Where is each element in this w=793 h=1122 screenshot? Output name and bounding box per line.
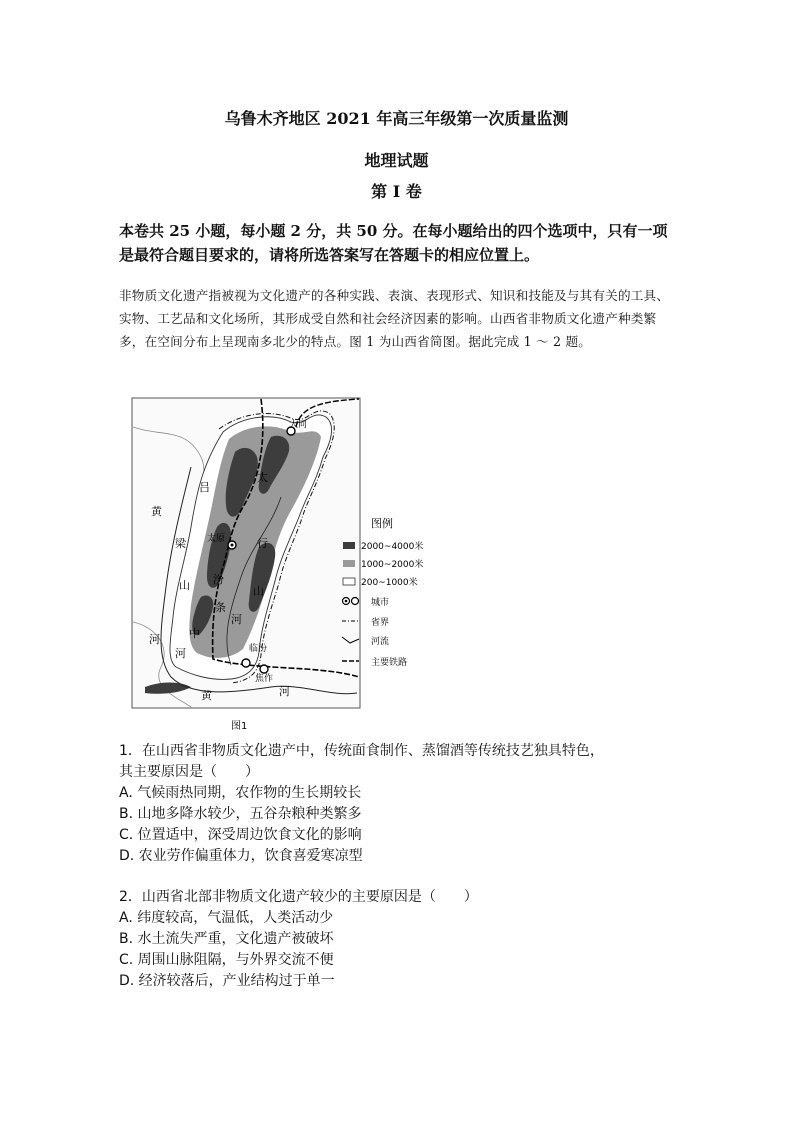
legend-swatch-high	[343, 542, 355, 549]
label-linfen: 临汾	[249, 644, 268, 654]
question-stem: 2．山西省北部非物质文化遗产较少的主要原因是（ ）	[119, 889, 478, 905]
label-taiyuan: 太原	[207, 534, 226, 544]
volume-title: 第 I 卷	[371, 182, 422, 201]
option-d: D. 农业劳作偏重体力，饮食喜爱寒凉型	[119, 848, 363, 864]
exam-title: 乌鲁木齐地区 2021 年高三年级第一次质量监测	[224, 109, 569, 128]
label-he2: 河	[175, 647, 186, 660]
legend-label-river: 河流	[371, 637, 390, 647]
reading-passage: 非物质文化遗产指被视为文化遗产的各种实践、表演、表现形式、知识和技能及与其有关的工具、实物、工艺品和文化场所，其形成受自然和社会经济因素的影响。山西省非物质文化遗产种类繁多，在空间分布上呈现南多北少的特点。图 1 为山西省简图。据此完成 1 ～ 2 题。	[119, 288, 670, 350]
label-fen: 汾	[213, 573, 224, 586]
legend-swatch-low	[343, 578, 355, 585]
label-shan1: 山	[179, 579, 190, 592]
label-datong: 大同	[289, 420, 308, 430]
option-a: A. 气候雨热同期，农作物的生长期较长	[119, 785, 362, 801]
city-jiaozuo-marker	[260, 665, 268, 673]
city-linfen-marker	[242, 659, 250, 667]
option-b: B. 水土流失严重，文化遗产被破坏	[119, 931, 334, 947]
legend-label-low: 200~1000米	[361, 578, 418, 588]
question-stem: 其主要原因是（ ）	[119, 764, 259, 780]
figure-shanxi-map	[131, 397, 431, 737]
legend-label-city: 城市	[371, 598, 390, 608]
label-he3: 河	[279, 685, 290, 698]
legend-label-border: 省界	[371, 618, 390, 628]
question-1	[119, 741, 679, 867]
legend-label-high: 2000~4000米	[361, 542, 424, 552]
map-svg	[131, 397, 431, 737]
label-zhong: 中	[189, 627, 200, 640]
legend-city-icon-dot	[345, 600, 348, 603]
label-jiaozuo: 焦作	[255, 674, 274, 684]
label-huang1: 黄	[151, 505, 162, 518]
subject-title: 地理试题	[364, 151, 429, 170]
option-c: C. 周围山脉阻隔，与外界交流不便	[119, 952, 334, 968]
option-a: A. 纬度较高，气温低，人类活动少	[119, 910, 334, 926]
legend-city-icon	[352, 598, 359, 605]
question-2	[119, 887, 679, 992]
label-lu: 吕	[199, 481, 210, 494]
label-tiao: 条	[215, 601, 226, 614]
label-huang2: 黄	[201, 689, 212, 702]
label-he1: 河	[149, 633, 160, 646]
legend-title: 图例	[371, 517, 393, 530]
city-taiyuan-dot	[231, 544, 234, 547]
label-liang: 梁	[175, 537, 186, 550]
section-instructions: 本卷共 25 小题，每小题 2 分，共 50 分。在每小题给出的四个选项中，只有一项是最符合题目要求的，请将所选答案写在答题卡的相应位置上。	[119, 222, 668, 264]
label-tai: 太	[257, 471, 268, 484]
option-b: B. 山地多降水较少，五谷杂粮种类繁多	[119, 806, 362, 822]
legend-swatch-mid	[343, 560, 355, 567]
figure-caption: 图1	[231, 721, 248, 732]
label-he4: 河	[231, 613, 242, 626]
legend-label-mid: 1000~2000米	[361, 560, 424, 570]
legend-label-railway: 主要铁路	[371, 658, 408, 668]
option-d: D. 经济较落后，产业结构过于单一	[119, 973, 335, 989]
label-shan2: 山	[253, 585, 264, 598]
option-c: C. 位置适中，深受周边饮食文化的影响	[119, 827, 362, 843]
question-stem: 1．在山西省非物质文化遗产中，传统面食制作、蒸馏酒等传统技艺独具特色，	[119, 743, 604, 759]
label-hang: 行	[257, 537, 268, 550]
